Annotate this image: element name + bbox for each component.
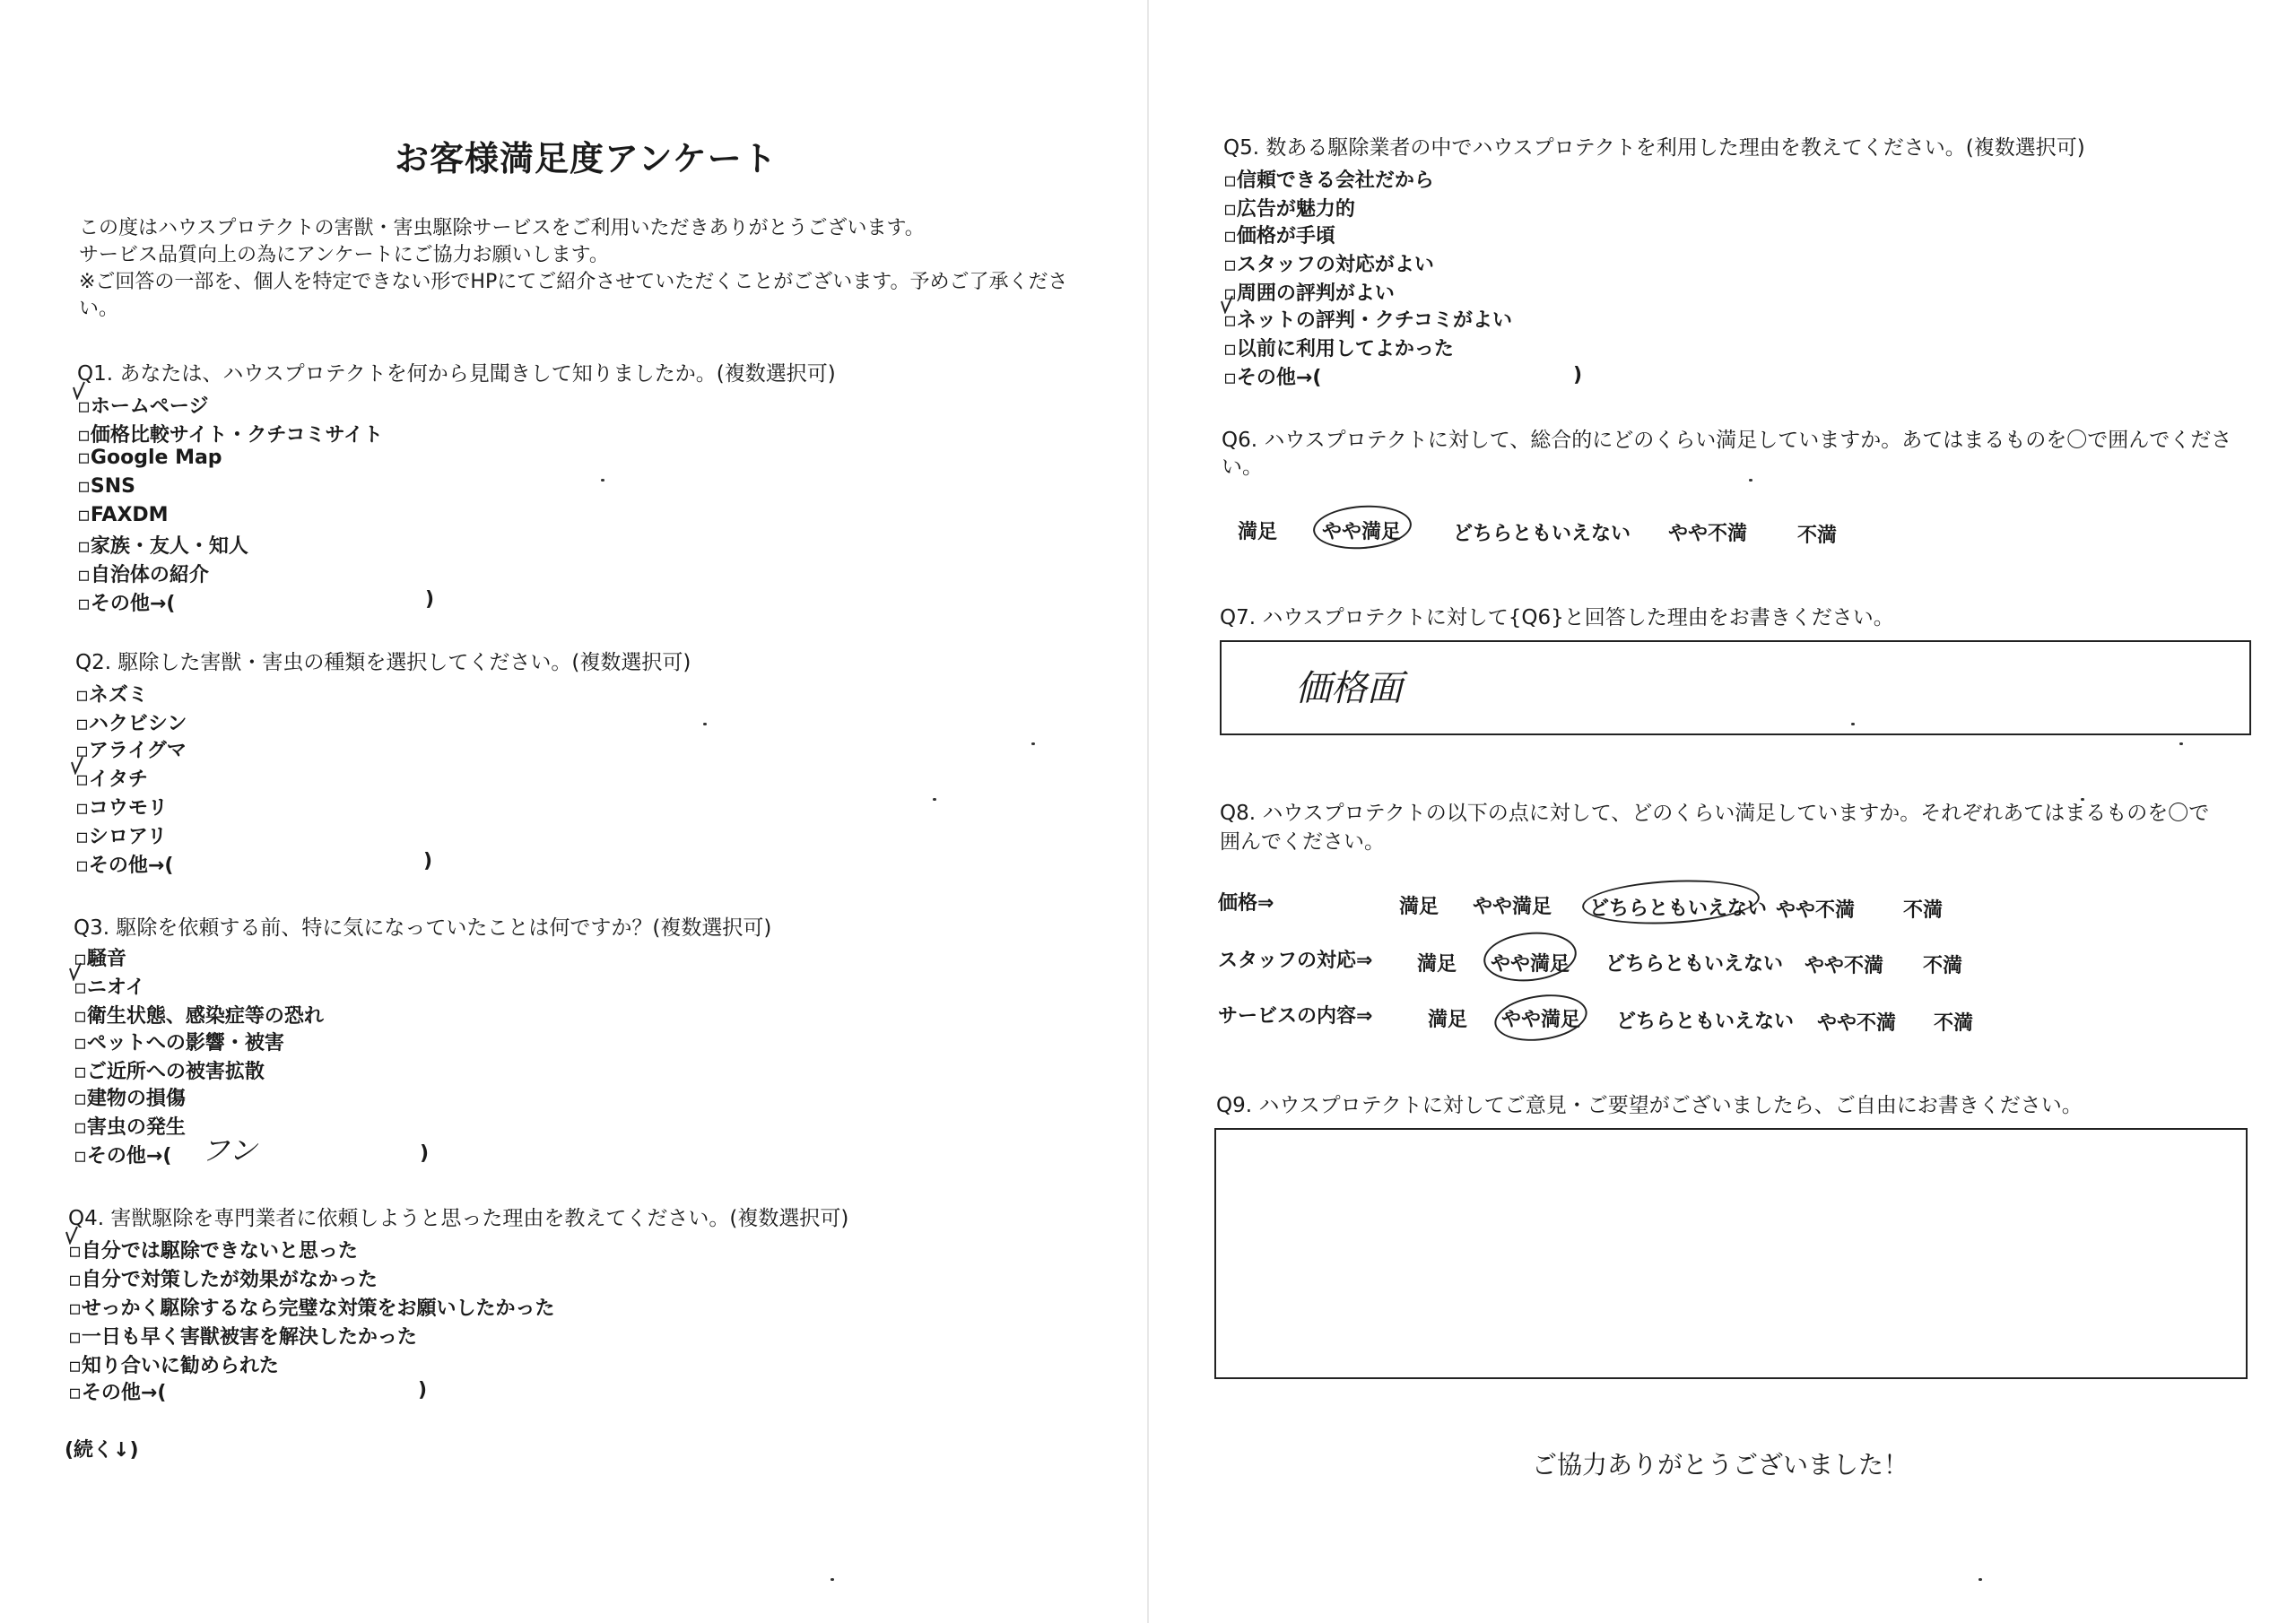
q1-option-homepage[interactable]: ▫ホームページ (77, 395, 209, 418)
q8-service-somewhat-satisfied[interactable]: やや満足 (1501, 1009, 1581, 1031)
q4-option-solve-quickly[interactable]: ▫一日も早く害獣被害を解決したかった (68, 1326, 417, 1349)
q8-question-line-1: Q8. ハウスプロテクトの以下の点に対して、どのくらい満足していますか。それぞれあてはまるものを〇で (1220, 802, 2210, 825)
q1-question: Q1. あなたは、ハウスプロテクトを何から見聞きして知りましたか。(複数選択可) (77, 362, 836, 386)
q8-staff-neutral[interactable]: どちらともいえない (1605, 953, 1784, 976)
q3-other-close-paren: ) (420, 1142, 430, 1165)
q8-service-satisfied[interactable]: 満足 (1428, 1009, 1468, 1031)
q3-other-handwritten-answer: フン (201, 1133, 257, 1167)
q8-row-staff-label: スタッフの対応⇒ (1218, 950, 1373, 972)
q4-option-recommended[interactable]: ▫知り合いに勧められた (68, 1355, 279, 1377)
q3-option-noise[interactable]: ▫騒音 (74, 948, 126, 970)
survey-title: お客様満足度アンケート (395, 139, 778, 178)
scan-speck (601, 479, 604, 482)
q8-price-satisfied[interactable]: 満足 (1399, 896, 1439, 918)
q4-option-self-ineffective[interactable]: ▫自分で対策したが効果がなかった (68, 1269, 378, 1291)
q4-option-cannot-self-remove[interactable]: ▫自分では駆除できないと思った (68, 1240, 358, 1263)
q5-option-good-staff[interactable]: ▫スタッフの対応がよい (1223, 254, 1434, 276)
q3-option-building-damage[interactable]: ▫建物の損傷 (74, 1088, 186, 1110)
scan-speck (1031, 742, 1035, 745)
q2-option-other[interactable]: ▫その他→( (75, 855, 174, 877)
checkmark-icon (1220, 294, 1234, 314)
q5-option-other[interactable]: ▫その他→( (1223, 367, 1322, 389)
intro-line-1: この度はハウスプロテクトの害獣・害虫駆除サービスをご利用いただきありがとうございます。 (79, 217, 925, 239)
q1-option-sns[interactable]: ▫SNS (77, 475, 136, 498)
intro-line-4: い。 (79, 298, 119, 320)
q6-scale-neutral[interactable]: どちらともいえない (1453, 523, 1631, 545)
q4-option-perfect-measures[interactable]: ▫せっかく駆除するなら完璧な対策をお願いしたかった (68, 1298, 555, 1320)
q5-option-trustworthy[interactable]: ▫信頼できる会社だから (1223, 169, 1434, 192)
q9-question: Q9. ハウスプロテクトに対してご意見・ご要望がございましたら、ご自由にお書きください。 (1216, 1094, 2083, 1117)
checkmark-icon (68, 961, 83, 981)
q7-question: Q7. ハウスプロテクトに対して{Q6}と回答した理由をお書きください。 (1220, 606, 1894, 629)
q3-option-other[interactable]: ▫その他→( (74, 1145, 172, 1167)
q8-staff-selection-circle (1481, 928, 1578, 986)
q8-staff-somewhat-dissatisfied[interactable]: やや不満 (1805, 955, 1884, 977)
q8-service-neutral[interactable]: どちらともいえない (1616, 1011, 1795, 1033)
q8-question-line-2: 囲んでください。 (1220, 830, 1385, 854)
q5-option-reputation[interactable]: ▫周囲の評判がよい (1223, 282, 1395, 305)
q5-other-close-paren: ) (1573, 364, 1583, 386)
q8-row-price-label: 価格⇒ (1218, 892, 1274, 915)
q3-option-hygiene[interactable]: ▫衛生状態、感染症等の恐れ (74, 1005, 324, 1028)
q2-option-bat[interactable]: ▫コウモリ (75, 797, 168, 820)
q6-scale-somewhat-dissatisfied[interactable]: やや不満 (1668, 523, 1748, 545)
q2-option-rat[interactable]: ▫ネズミ (75, 684, 148, 707)
q8-service-somewhat-dissatisfied[interactable]: やや不満 (1817, 1012, 1897, 1035)
q1-option-faxdm[interactable]: ▫FAXDM (77, 504, 169, 526)
q3-option-pets[interactable]: ▫ペットへの影響・被害 (74, 1032, 284, 1055)
q1-option-municipality[interactable]: ▫自治体の紹介 (77, 564, 209, 586)
q6-question-line-1: Q6. ハウスプロテクトに対して、総合的にどのくらい満足していますか。あてはまるものを〇で囲んでくださ (1222, 429, 2232, 452)
q6-scale-dissatisfied[interactable]: 不満 (1797, 525, 1838, 547)
q5-question: Q5. 数ある駆除業者の中でハウスプロテクトを利用した理由を教えてください。(複数選択可) (1223, 136, 2085, 160)
q8-service-dissatisfied[interactable]: 不満 (1934, 1012, 1974, 1035)
q1-option-google-map[interactable]: ▫Google Map (77, 447, 222, 469)
scan-speck (831, 1578, 834, 1581)
scan-speck (2081, 798, 2084, 801)
q5-option-online-reviews[interactable]: ▫ネットの評判・クチコミがよい (1223, 309, 1513, 332)
scan-speck (1979, 1578, 1982, 1581)
scan-speck (933, 798, 936, 801)
q2-option-weasel[interactable]: ▫イタチ (75, 768, 148, 791)
q8-staff-somewhat-satisfied[interactable]: やや満足 (1491, 953, 1570, 976)
q7-handwritten-answer: 価格面 (1295, 668, 1403, 709)
survey-page-right (1148, 0, 2296, 1623)
q6-selection-circle (1311, 502, 1413, 552)
q4-option-other[interactable]: ▫その他→( (68, 1382, 167, 1404)
q3-option-pests[interactable]: ▫害虫の発生 (74, 1116, 186, 1139)
q8-price-dissatisfied[interactable]: 不満 (1903, 899, 1944, 922)
q2-question: Q2. 駆除した害獣・害虫の種類を選択してください。(複数選択可) (75, 651, 691, 674)
q1-other-close-paren: ) (425, 588, 435, 611)
scan-speck (703, 723, 707, 725)
q1-option-comparison-site[interactable]: ▫価格比較サイト・クチコミサイト (77, 424, 383, 447)
q2-option-raccoon[interactable]: ▫アライグマ (75, 740, 187, 762)
q6-question-line-2: い。 (1222, 456, 1263, 479)
q1-option-other[interactable]: ▫その他→( (77, 593, 176, 615)
q8-price-somewhat-satisfied[interactable]: やや満足 (1473, 896, 1552, 918)
q8-staff-satisfied[interactable]: 満足 (1417, 953, 1457, 976)
q7-answer-box[interactable] (1220, 640, 2251, 735)
q8-price-somewhat-dissatisfied[interactable]: やや不満 (1776, 899, 1856, 922)
q4-question: Q4. 害獣駆除を専門業者に依頼しようと思った理由を教えてください。(複数選択可) (68, 1207, 849, 1230)
q5-option-used-before[interactable]: ▫以前に利用してよかった (1223, 338, 1454, 360)
q8-staff-dissatisfied[interactable]: 不満 (1923, 955, 1963, 977)
q6-scale-somewhat-satisfied[interactable]: やや満足 (1322, 521, 1402, 543)
scan-speck (1851, 723, 1855, 725)
scan-speck (2179, 742, 2183, 745)
q2-option-termite[interactable]: ▫シロアリ (75, 826, 168, 848)
q3-question: Q3. 駆除を依頼する前、特に気になっていたことは何ですか？(複数選択可) (74, 916, 772, 940)
intro-line-3: ※ご回答の一部を、個人を特定できない形でHPにてご紹介させていただくことがございます。予めご了承くださ (79, 271, 1068, 293)
q2-option-civet[interactable]: ▫ハクビシン (75, 713, 187, 735)
q1-option-family-friends[interactable]: ▫家族・友人・知人 (77, 535, 248, 558)
q5-option-ad-attractive[interactable]: ▫広告が魅力的 (1223, 198, 1355, 221)
q3-option-neighbors[interactable]: ▫ご近所への被害拡散 (74, 1061, 265, 1083)
q8-price-neutral[interactable]: どちらともいえない (1589, 898, 1768, 920)
q8-row-service-label: サービスの内容⇒ (1218, 1005, 1373, 1028)
q8-service-selection-circle (1492, 989, 1590, 1046)
q5-option-reasonable-price[interactable]: ▫価格が手頃 (1223, 225, 1335, 247)
checkmark-icon (65, 1225, 79, 1245)
intro-line-2: サービス品質向上の為にアンケートにご協力お願いします。 (79, 244, 609, 266)
continued-note: (続く↓) (65, 1439, 139, 1462)
q3-option-smell[interactable]: ▫ニオイ (74, 976, 145, 999)
q9-comment-box[interactable] (1214, 1128, 2248, 1379)
checkmark-icon (70, 755, 84, 775)
scan-speck (1749, 479, 1752, 482)
thanks-message: ご協力ありがとうございました！ (1532, 1450, 1909, 1480)
q2-other-close-paren: ) (423, 850, 433, 872)
q6-scale-satisfied[interactable]: 満足 (1238, 521, 1278, 543)
checkmark-icon (72, 380, 86, 400)
q4-other-close-paren: ) (418, 1379, 428, 1402)
